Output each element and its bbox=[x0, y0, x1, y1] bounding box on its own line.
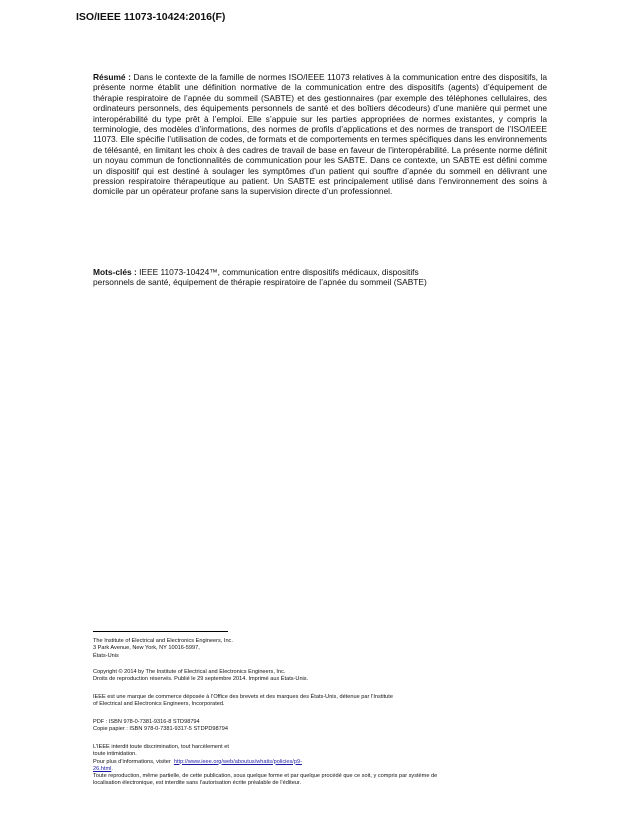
copyright-block bbox=[93, 669, 553, 684]
keywords-line-1: IEEE 11073-10424™, communication entre dispositifs médicaux, dispositifs bbox=[139, 267, 419, 277]
footnote-divider bbox=[93, 631, 228, 632]
rights-line: Toute reproduction, même partielle, de cette publication, sous quelque forme et par quelque procédé que ce soit, y compris par système de bbox=[93, 773, 438, 780]
abstract-paragraph bbox=[93, 72, 547, 197]
trademark-line: of Electrical and Electronics Engineers, Incorporated. bbox=[93, 701, 225, 708]
publisher-line: 3 Park Avenue, New York, NY 10016-5997, bbox=[93, 645, 200, 652]
isbn-block bbox=[93, 719, 553, 734]
policy-link[interactable]: http://www.ieee.org/web/aboutus/whatis/policies/p9- bbox=[173, 758, 302, 765]
policy-line: L’IEEE interdit toute discrimination, tout harcèlement et bbox=[93, 744, 229, 750]
policy-line: toute intimidation. bbox=[93, 751, 137, 758]
copyright-line: Copyright © 2014 by The Institute of Electrical and Electronics Engineers, Inc. bbox=[93, 669, 286, 675]
policy-visit-text: Pour plus d’informations, visiter bbox=[93, 758, 171, 765]
policy-line: 26.html. bbox=[93, 765, 113, 772]
publisher-block bbox=[93, 638, 553, 660]
copyright-line: Droits de reproduction réservés. Publié le 29 septembre 2014. Imprimé aux États-Unis. bbox=[93, 676, 309, 683]
isbn-line: Copie papier : ISBN 978-0-7381-9317-5 STDPD98794 bbox=[93, 726, 228, 733]
publisher-line: États-Unis bbox=[93, 652, 119, 659]
document-header: ISO/IEEE 11073-10424:2016(F) bbox=[76, 11, 226, 23]
keywords-paragraph bbox=[93, 267, 547, 288]
isbn-line: PDF : ISBN 978-0-7381-9316-8 STD98794 bbox=[93, 719, 200, 725]
rights-line: localisation électronique, est interdite sans l’autorisation écrite préalable de l’éditeur. bbox=[93, 780, 302, 787]
policy-link-continued[interactable]: 26.html bbox=[93, 765, 112, 772]
keywords-line-2: personnels de santé, équipement de thérapie respiratoire de l’apnée du sommeil (SABTE) bbox=[93, 277, 427, 288]
keywords-label: Mots-clés : bbox=[93, 267, 137, 277]
policy-block bbox=[93, 744, 553, 788]
abstract-text: Dans le contexte de la famille de normes ISO/IEEE 11073 relatives à la communication entre des dispositifs, la présente norme établit une définition normative de la communication entre des dispositifs (agents) d’équipement de thérapie respiratoire de l’apnée du sommeil (SABTE) et des gestionnaires (par exemple des téléphones cellulaires, des ordinateurs personnels, des équipements personnels de santé et des boîtiers décodeurs) d’une manière qui permet une interopérabilité du type prêt à l’emploi. Elle s’appuie sur les parties appropriées de normes existantes, y compris la terminologie, des modèles d’informations, des normes de profils d’applications et des normes de transport de l’ISO/IEEE 11073. Elle spécifie l’utilisation de codes, de formats et de comportements en termes spécifiques dans les environnements de télésanté, en limitant les choix à des cadres de travail de base en faveur de l’interopérabilité. La présente norme définit un noyau commun de fonctionnalités de communication pour les SABTE. Dans ce contexte, un SABTE est défini comme un dispositif qui est destiné à soulager les symptômes d’un patient qui souffre d’apnée du sommeil en délivrant une pression respiratoire thérapeutique au patient. Un SABTE est principalement utilisé dans l’environnement des soins à domicile par un opérateur profane sans la supervision directe d’un professionnel. bbox=[93, 72, 548, 197]
publisher-line: The Institute of Electrical and Electronics Engineers, Inc. bbox=[93, 638, 233, 644]
trademark-line: IEEE est une marque de commerce déposée à l’Office des brevets et des marques des États-Unis, détenue par l’Institute bbox=[93, 694, 393, 700]
trademark-block bbox=[93, 694, 553, 709]
abstract-label: Résumé : bbox=[93, 72, 131, 82]
policy-line bbox=[93, 759, 553, 766]
